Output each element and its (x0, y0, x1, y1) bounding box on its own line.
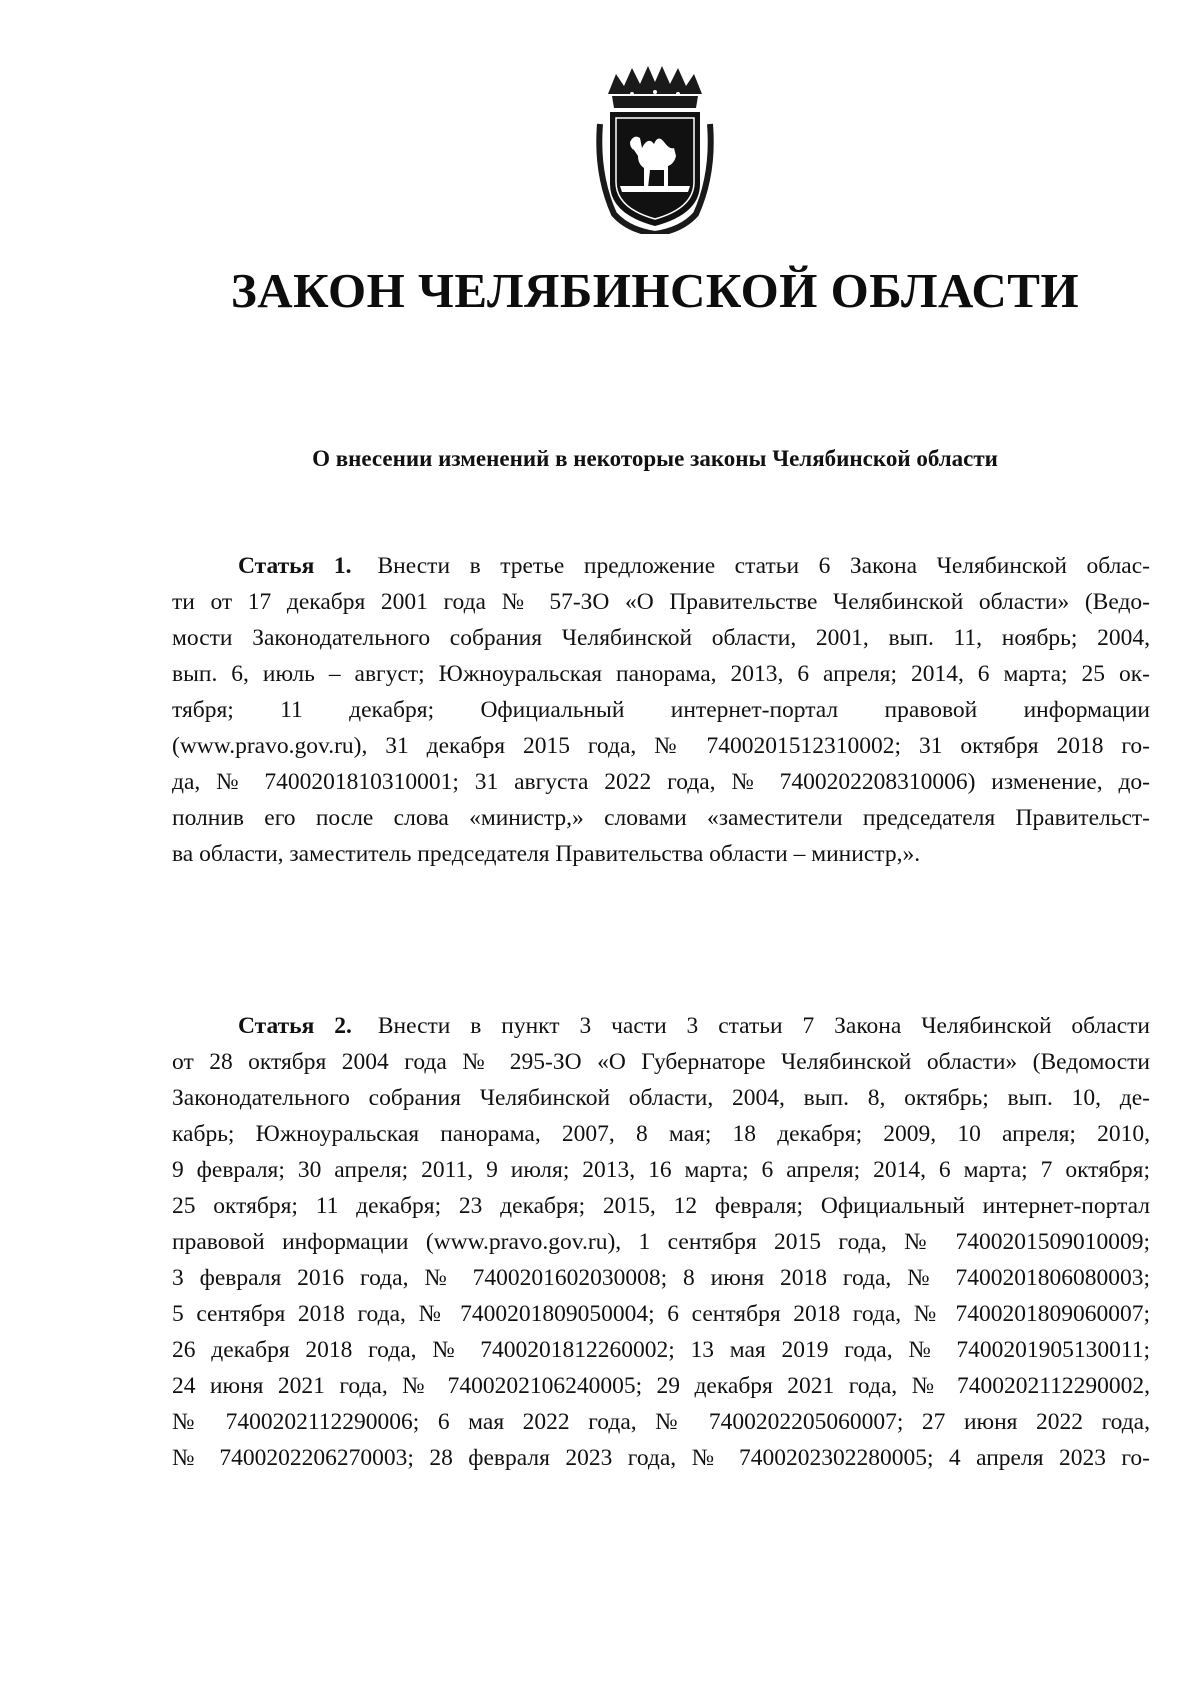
article-1 (172, 548, 1150, 872)
article-1-line: тября; 11 декабря; Официальный интернет-портал правовой информации (172, 697, 1150, 723)
article-2-line: 9 февраля; 30 апреля; 2011, 9 июля; 2013, 16 марта; 6 апреля; 2014, 6 марта; 7 октября; (172, 1157, 1150, 1183)
coat-of-arms-icon (594, 64, 716, 234)
article-2-line: 26 декабря 2018 года, № 7400201812260002; 13 мая 2019 года, № 7400201905130011; (172, 1337, 1150, 1363)
article-2-line: 25 октября; 11 декабря; 23 декабря; 2015, 12 февраля; Официальный интернет-портал (172, 1193, 1150, 1219)
article-2-heading: Статья 2. (238, 1013, 352, 1039)
article-2-line: № 7400202206270003; 28 февраля 2023 года, № 7400202302280005; 4 апреля 2023 го- (172, 1445, 1150, 1471)
article-1-line: (www.pravo.gov.ru), 31 декабря 2015 года, № 7400201512310002; 31 октября 2018 го- (172, 733, 1150, 759)
article-1-line: мости Законодательного собрания Челябинской области, 2001, вып. 11, ноябрь; 2004, (172, 625, 1150, 651)
article-2-line: правовой информации (www.pravo.gov.ru), 1 сентября 2015 года, № 7400201509010009; (172, 1229, 1150, 1255)
article-1-line: да, № 7400201810310001; 31 августа 2022 года, № 7400202208310006) изменение, до- (172, 769, 1150, 795)
law-subtitle: О внесении изменений в некоторые законы Челябинской области (312, 446, 998, 471)
article-2-line: кабрь; Южноуральская панорама, 2007, 8 мая; 18 декабря; 2009, 10 апреля; 2010, (172, 1121, 1150, 1147)
article-1-line: ти от 17 декабря 2001 года № 57-ЗО «О Правительстве Челябинской области» (Ведо- (172, 589, 1150, 615)
article-2-line: № 7400202112290006; 6 мая 2022 года, № 7400202205060007; 27 июня 2022 года, (172, 1409, 1150, 1435)
article-1-line: вып. 6, июль – август; Южноуральская панорама, 2013, 6 апреля; 2014, 6 марта; 25 ок- (172, 661, 1150, 687)
article-2-line: 3 февраля 2016 года, № 7400201602030008; 8 июня 2018 года, № 7400201806080003; (172, 1265, 1150, 1291)
article-2-line: Законодательного собрания Челябинской области, 2004, вып. 8, октябрь; вып. 10, де- (172, 1085, 1150, 1111)
article-1-line: ва области, заместитель председателя Правительства области – министр,». (172, 841, 921, 867)
article-2 (172, 1008, 1150, 1476)
article-1-heading: Статья 1. (238, 553, 352, 579)
article-2-line: 5 сентября 2018 года, № 7400201809050004; 6 сентября 2018 года, № 7400201809060007; (172, 1301, 1150, 1327)
article-2-line: Статья 2. Внести в пункт 3 части 3 статьи 7 Закона Челябинской области (238, 1013, 1150, 1039)
article-2-line: 24 июня 2021 года, № 7400202106240005; 29 декабря 2021 года, № 7400202112290002, (172, 1373, 1150, 1399)
article-2-line: от 28 октября 2004 года № 295-ЗО «О Губернаторе Челябинской области» (Ведомости (172, 1049, 1150, 1075)
article-1-line: Статья 1. Внести в третье предложение статьи 6 Закона Челябинской облас- (238, 553, 1150, 579)
law-title: ЗАКОН ЧЕЛЯБИНСКОЙ ОБЛАСТИ (230, 263, 1080, 318)
article-1-line: полнив его после слова «министр,» словами «заместители председателя Правительст- (172, 805, 1150, 831)
